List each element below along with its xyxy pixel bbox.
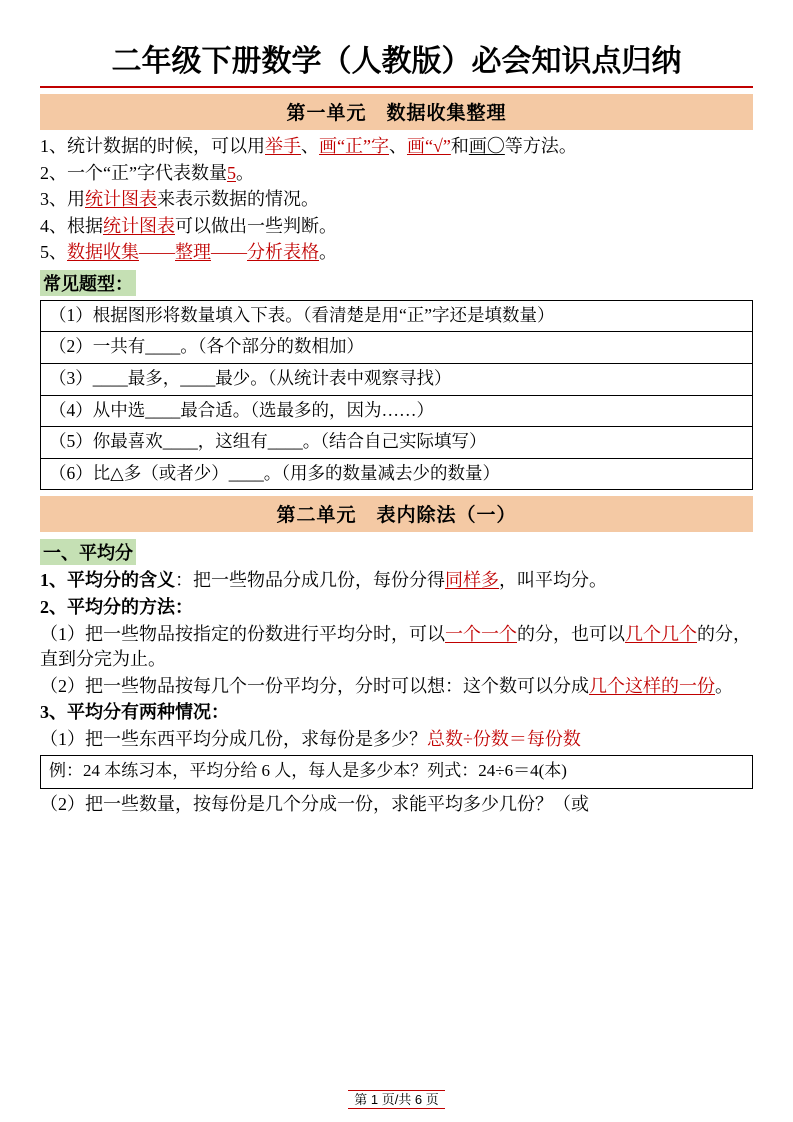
page-footer <box>0 1089 793 1108</box>
text-run: 统计图表 <box>103 215 175 236</box>
text-run: 几个这样的一份 <box>589 675 715 696</box>
text-run: 和 <box>450 136 469 156</box>
text-run: 同样多 <box>445 570 499 591</box>
text-run: ：把一些物品分成几份，每份分得 <box>175 570 445 591</box>
text-run: 1、统计数据的时候，可以用 <box>40 136 265 156</box>
table-row <box>41 395 753 427</box>
text-run: 5、 <box>40 242 67 263</box>
common-question-types-label: 常见题型： <box>40 270 136 296</box>
text-run: 画“正”字 <box>319 136 389 156</box>
text-run: 的分，直到分完为止。 <box>40 623 751 670</box>
unit2-item2-line-1 <box>40 622 753 673</box>
unit2-section-average: 一、平均分 <box>40 539 136 565</box>
example-box: 例：24 本练习本，平均分给 6 人，每人是多少本？列式：24÷6＝4(本) <box>40 755 753 789</box>
text-run: 1、平均分的含义 <box>40 570 175 591</box>
table-row <box>41 427 753 459</box>
table-row <box>41 458 753 490</box>
text-run: 举手 <box>265 136 301 156</box>
text-run: 4、根据 <box>40 215 103 236</box>
text-run: 等方法。 <box>504 136 577 156</box>
unit2-item2-line-2 <box>40 674 753 700</box>
text-run: （1）把一些东西平均分成几份，求每份是多少？ <box>40 728 427 749</box>
text-run: 整理 <box>175 242 211 263</box>
text-run: 画〇 <box>468 136 505 156</box>
unit1-line-4 <box>40 214 753 240</box>
unit1-heading: 第一单元 数据收集整理 <box>40 94 753 130</box>
text-run: 总数÷份数＝每份数 <box>427 728 581 749</box>
question-item: （2）一共有____。（各个部分的数相加） <box>41 332 753 364</box>
text-run: 分析表格 <box>247 242 319 263</box>
text-run: 可以做出一些判断。 <box>175 215 337 236</box>
text-run: 2、一个“正”字代表数量 <box>40 162 227 183</box>
text-run: 、 <box>301 136 319 156</box>
text-run: （2）把一些物品按每几个一份平均分，分时可以想：这个数可以分成 <box>40 675 589 696</box>
text-run: 的分，也可以 <box>517 623 625 644</box>
question-types-table <box>40 300 753 491</box>
question-item: （6）比△多（或者少）____。（用多的数量减去少的数量） <box>41 458 753 490</box>
text-run: 一个一个 <box>445 623 517 644</box>
question-item: （4）从中选____最合适。（选最多的，因为……） <box>41 395 753 427</box>
text-run: ，叫平均分。 <box>499 570 607 591</box>
unit2-item1 <box>40 568 753 594</box>
text-run: 数据收集 <box>67 242 139 263</box>
text-run: 统计图表 <box>85 189 157 210</box>
unit2-heading: 第二单元 表内除法（一） <box>40 496 753 532</box>
unit1-line-2 <box>40 161 753 187</box>
text-run: （1）把一些物品按指定的份数进行平均分时，可以 <box>40 623 445 644</box>
text-run: 。 <box>715 675 733 696</box>
unit2-item3-line-1 <box>40 727 753 753</box>
text-run: 5 <box>226 162 236 183</box>
question-item: （3）____最多，____最少。（从统计表中观察寻找） <box>41 363 753 395</box>
unit2-item3-title: 3、平均分有两种情况： <box>40 702 229 723</box>
text-run: 。 <box>235 162 254 183</box>
text-run: —— <box>139 242 175 263</box>
table-row <box>41 363 753 395</box>
table-row <box>41 300 753 332</box>
question-item: （1）根据图形将数量填入下表。（看清楚是用“正”字还是填数量） <box>41 300 753 332</box>
unit2-item2-title: 2、平均分的方法： <box>40 597 193 618</box>
question-item: （5）你最喜欢____，这组有____。（结合自己实际填写） <box>41 427 753 459</box>
page-title: 二年级下册数学（人教版）必会知识点归纳 <box>40 36 753 88</box>
text-run: 、 <box>388 136 407 156</box>
text-run: 3、用 <box>40 189 85 210</box>
unit1-line-3 <box>40 187 753 213</box>
text-run: 。 <box>319 242 337 263</box>
unit1-line-1 <box>40 134 753 160</box>
text-run: 几个几个 <box>625 623 697 644</box>
page-number: 第 1 页/共 6 页 <box>348 1090 445 1109</box>
text-run: —— <box>211 242 247 263</box>
table-row <box>41 332 753 364</box>
text-run: 来表示数据的情况。 <box>157 189 319 210</box>
unit1-line-5 <box>40 240 753 266</box>
unit2-item3-line-2: （2）把一些数量，按每份是几个分成一份，求能平均多少几份？（或 <box>40 794 589 815</box>
unit1-body <box>40 134 753 266</box>
text-run: 画“√” <box>406 136 451 156</box>
